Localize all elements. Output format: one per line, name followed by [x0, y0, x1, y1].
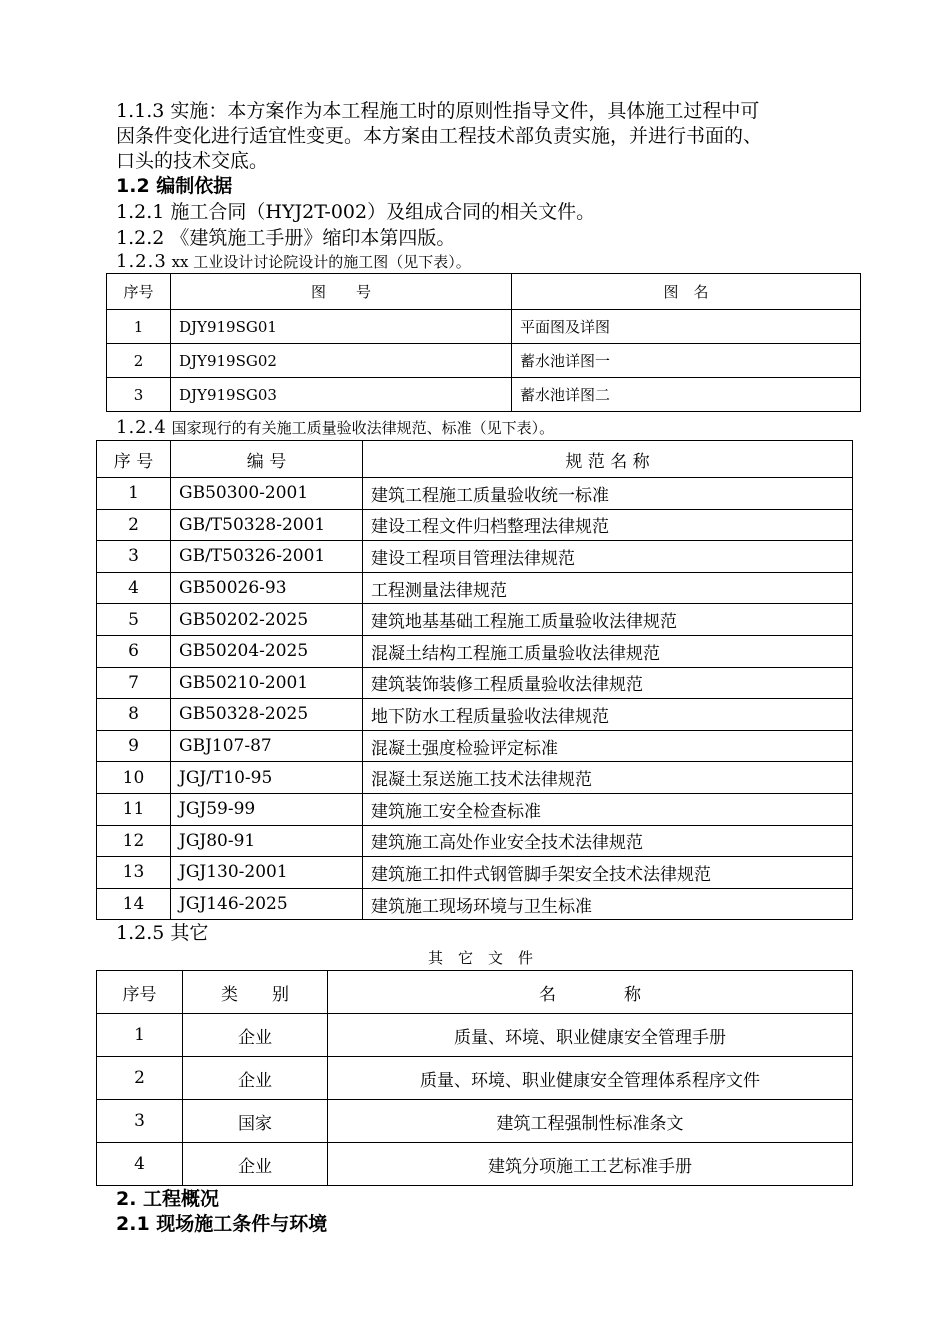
- table-row: [97, 1143, 853, 1186]
- table-row: [97, 478, 853, 510]
- header-cell: 序 号: [97, 441, 171, 478]
- table-cell: GB50300-2001: [171, 478, 363, 510]
- table-cell: 工程测量法律规范: [363, 572, 853, 604]
- table-cell: 建筑分项施工工艺标准手册: [328, 1143, 853, 1186]
- table-header-row: [107, 274, 861, 310]
- table-cell: 6: [97, 635, 171, 667]
- table-cell: GBJ107-87: [171, 730, 363, 762]
- table-cell: 建筑工程施工质量验收统一标准: [363, 478, 853, 510]
- table-row: [97, 572, 853, 604]
- table-cell: 建筑地基基础工程施工质量验收法律规范: [363, 604, 853, 636]
- table-cell: 质量、环境、职业健康安全管理手册: [328, 1014, 853, 1057]
- table-cell: DJY919SG03: [171, 378, 512, 412]
- table-cell: 地下防水工程质量验收法律规范: [363, 699, 853, 731]
- item-1-2-4-text: 国家现行的有关施工质量验收法律规范、标准（见下表）。: [171, 419, 555, 437]
- table-cell: 1: [97, 478, 171, 510]
- table-cell: 5: [97, 604, 171, 636]
- other-docs-caption: 其 它 文 件: [428, 949, 534, 967]
- table-cell: 建设工程项目管理法律规范: [363, 541, 853, 573]
- table-cell: 建筑施工安全检查标准: [363, 793, 853, 825]
- item-1-2-3-number: 1.2.3: [116, 251, 167, 272]
- section-heading-2: 2. 工程概况: [116, 1188, 220, 1210]
- table-cell: 建筑工程强制性标准条文: [328, 1100, 853, 1143]
- table-cell: 4: [97, 572, 171, 604]
- header-cell: 图 号: [171, 274, 512, 310]
- table-cell: 2: [97, 1057, 183, 1100]
- table-cell: 7: [97, 667, 171, 699]
- table-cell: 14: [97, 888, 171, 920]
- table-cell: 3: [107, 378, 171, 412]
- item-1-2-1: 1.2.1 施工合同（HYJ2T-002）及组成合同的相关文件。: [116, 201, 596, 223]
- table-cell: JGJ146-2025: [171, 888, 363, 920]
- item-1-2-4-number: 1.2.4: [116, 417, 167, 438]
- table-row: [97, 635, 853, 667]
- table-cell: 2: [107, 344, 171, 378]
- table-row: [107, 310, 861, 344]
- table-cell: 混凝土强度检验评定标准: [363, 730, 853, 762]
- item-1-2-3-text: xx 工业设计讨论院设计的施工图（见下表）。: [171, 253, 471, 271]
- table-cell: JGJ59-99: [171, 793, 363, 825]
- table-cell: DJY919SG01: [171, 310, 512, 344]
- table-row: [97, 793, 853, 825]
- table-cell: 1: [107, 310, 171, 344]
- table-cell: 混凝土泵送施工技术法律规范: [363, 762, 853, 794]
- table-cell: 1: [97, 1014, 183, 1057]
- table-cell: GB50202-2025: [171, 604, 363, 636]
- table-row: [97, 509, 853, 541]
- intro-line-3: 口头的技术交底。: [116, 150, 269, 172]
- table-cell: JGJ130-2001: [171, 857, 363, 889]
- table-cell: DJY919SG02: [171, 344, 512, 378]
- table-cell: 13: [97, 857, 171, 889]
- table-cell: 建筑施工高处作业安全技术法律规范: [363, 825, 853, 857]
- table-cell: 9: [97, 730, 171, 762]
- header-cell: 名 称: [328, 971, 853, 1014]
- table-cell: 2: [97, 509, 171, 541]
- table-row: [97, 699, 853, 731]
- table-header-row: [97, 971, 853, 1014]
- table-cell: 国家: [183, 1100, 328, 1143]
- item-1-2-4: [116, 418, 554, 438]
- table-row: [97, 541, 853, 573]
- table-cell: 10: [97, 762, 171, 794]
- table-row: [107, 378, 861, 412]
- item-1-2-2: 1.2.2 《建筑施工手册》缩印本第四版。: [116, 227, 456, 249]
- table-cell: GB/T50328-2001: [171, 509, 363, 541]
- table-cell: GB50204-2025: [171, 635, 363, 667]
- header-cell: 规 范 名 称: [363, 441, 853, 478]
- table-cell: 11: [97, 793, 171, 825]
- table-cell: 企业: [183, 1143, 328, 1186]
- header-cell: 序号: [107, 274, 171, 310]
- header-cell: 类 别: [183, 971, 328, 1014]
- table-row: [97, 730, 853, 762]
- standards-table: [96, 440, 853, 920]
- table-cell: 建筑施工现场环境与卫生标准: [363, 888, 853, 920]
- table-cell: 蓄水池详图二: [512, 378, 861, 412]
- table-cell: 建筑施工扣件式钢管脚手架安全技术法律规范: [363, 857, 853, 889]
- intro-line-2: 因条件变化进行适宜性变更。本方案由工程技术部负责实施，并进行书面的、: [116, 125, 763, 147]
- table-cell: GB50210-2001: [171, 667, 363, 699]
- table-cell: 混凝土结构工程施工质量验收法律规范: [363, 635, 853, 667]
- table-cell: 3: [97, 1100, 183, 1143]
- table-cell: 平面图及详图: [512, 310, 861, 344]
- header-cell: 图 名: [512, 274, 861, 310]
- table-cell: 企业: [183, 1057, 328, 1100]
- table-cell: 蓄水池详图一: [512, 344, 861, 378]
- table-row: [97, 857, 853, 889]
- table-row: [97, 1057, 853, 1100]
- table-cell: 建筑装饰装修工程质量验收法律规范: [363, 667, 853, 699]
- item-1-2-5: 1.2.5 其它: [116, 922, 209, 944]
- header-cell: 序号: [97, 971, 183, 1014]
- table-cell: 建设工程文件归档整理法律规范: [363, 509, 853, 541]
- table-row: [97, 1100, 853, 1143]
- table-cell: 质量、环境、职业健康安全管理体系程序文件: [328, 1057, 853, 1100]
- table-cell: GB50328-2025: [171, 699, 363, 731]
- table-row: [97, 1014, 853, 1057]
- intro-line-1: 1.1.3 实施：本方案作为本工程施工时的原则性指导文件，具体施工过程中可: [116, 100, 760, 122]
- table-cell: JGJ/T10-95: [171, 762, 363, 794]
- table-cell: GB50026-93: [171, 572, 363, 604]
- table-cell: 4: [97, 1143, 183, 1186]
- table-cell: GB/T50326-2001: [171, 541, 363, 573]
- table-row: [97, 888, 853, 920]
- table-cell: 8: [97, 699, 171, 731]
- table-cell: 12: [97, 825, 171, 857]
- table-cell: JGJ80-91: [171, 825, 363, 857]
- table-row: [97, 667, 853, 699]
- table-cell: 3: [97, 541, 171, 573]
- table-row: [107, 344, 861, 378]
- item-1-2-3: [116, 252, 471, 272]
- other-docs-table: [96, 970, 853, 1186]
- table-row: [97, 825, 853, 857]
- table-cell: 企业: [183, 1014, 328, 1057]
- table-row: [97, 604, 853, 636]
- table-header-row: [97, 441, 853, 478]
- table-row: [97, 762, 853, 794]
- section-heading-2-1: 2.1 现场施工条件与环境: [116, 1213, 328, 1235]
- header-cell: 编 号: [171, 441, 363, 478]
- section-heading-1-2: 1.2 编制依据: [116, 175, 233, 197]
- drawings-table: [106, 273, 861, 412]
